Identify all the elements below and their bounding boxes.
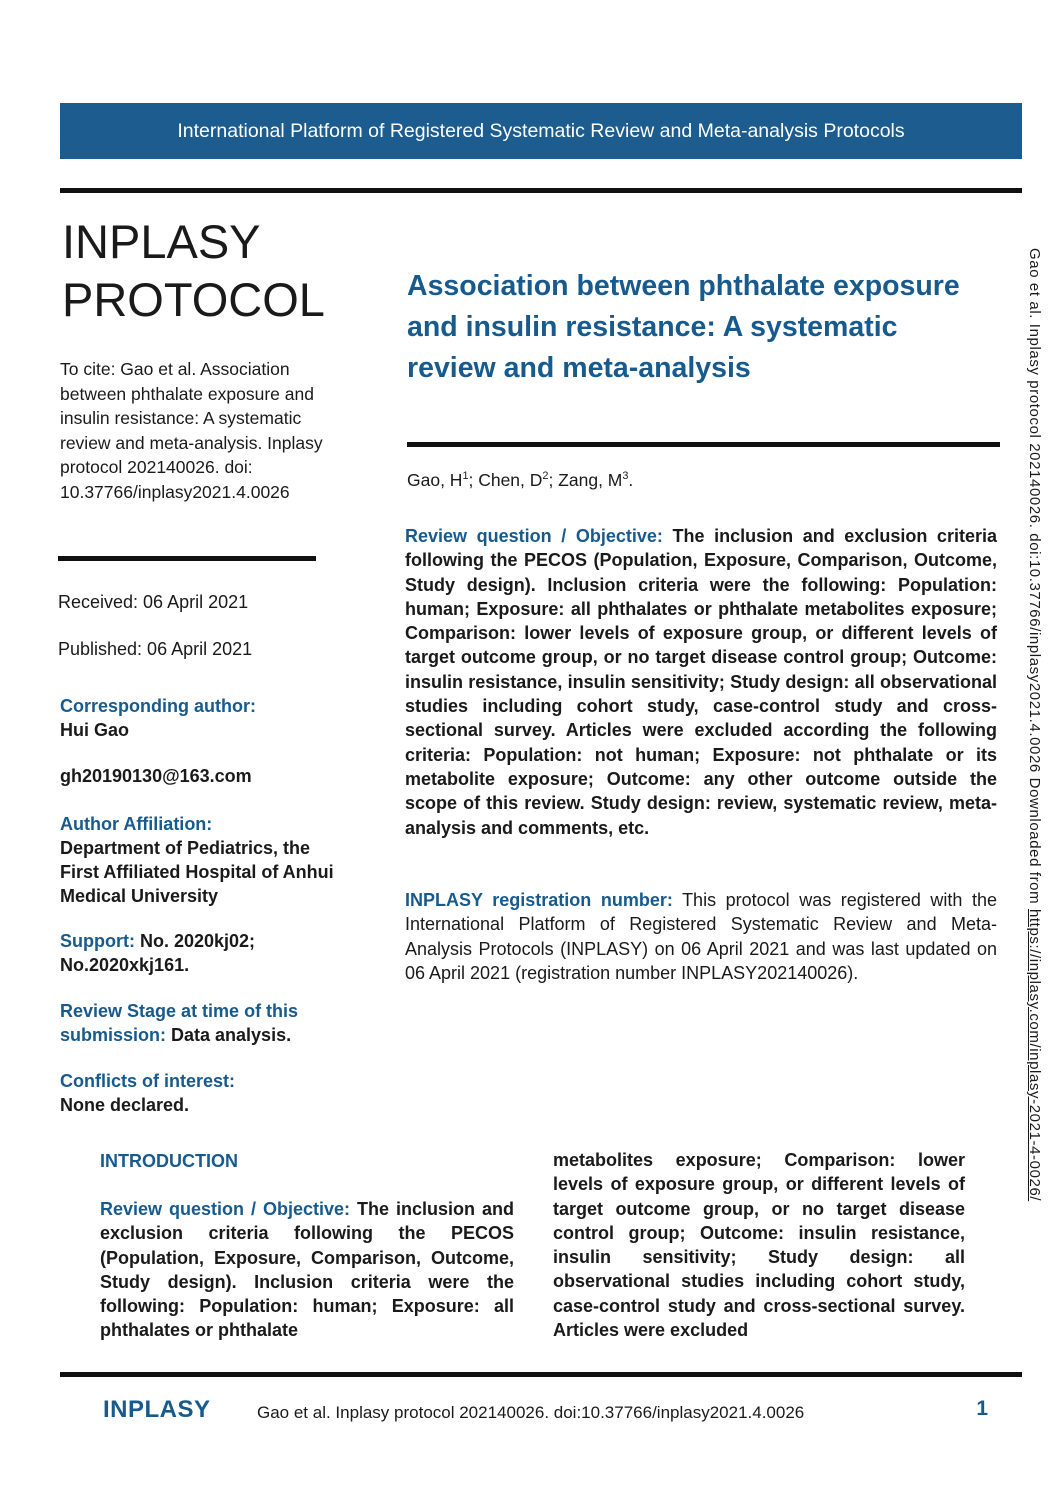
vertical-sidebar-note (1026, 248, 1042, 1348)
review-question-text: The inclusion and exclusion criteria following the PECOS (Population, Exposure, Comparison, Outcome, Study design). Inclusion criteria were the following: Population: human; Exposure: all phthalates or phthalate metabolites exposure; Comparison: lower levels of exposure group, or different levels of target outcome group, or no target disease control group; Outcome: insulin resistance, insulin sensitivity; Study design: all observational studies including cohort study, case-control study and cross-sectional survey. Articles were excluded according the following criteria: Population: not human; Exposure: not phthalate or its metabolite exposure; Outcome: any other outcome outside the scope of this review. Study design: review, systematic review, meta-analysis and comments, etc. (405, 526, 997, 838)
author-email: gh20190130@163.com (60, 766, 252, 786)
review-stage-text: Data analysis. (166, 1025, 292, 1045)
author-1-affiliation-number: 1 (462, 470, 469, 483)
review-stage-section (60, 999, 348, 1047)
footer-citation: Gao et al. Inplasy protocol 202140026. doi:10.37766/inplasy2021.4.0026 (257, 1403, 805, 1422)
published-date: Published: 06 April 2021 (58, 639, 253, 659)
received-date: Received: 06 April 2021 (58, 592, 249, 612)
review-question-label: Review question / Objective: (405, 526, 663, 546)
support-label: Support: (60, 931, 135, 951)
author-1: Gao, $H^1$ (407, 470, 469, 490)
masthead-line1: INPLASY (62, 215, 261, 268)
authors-period: . (628, 470, 634, 490)
conflicts-text: None declared. (60, 1095, 190, 1115)
title-divider (407, 442, 1000, 447)
introduction-review-question-label: Review question / Objective: (100, 1199, 351, 1219)
masthead-line2: PROTOCOL (62, 273, 325, 326)
registration-label: INPLASY registration number: (405, 890, 673, 910)
review-stage-label: Review Stage at time of this submission: (60, 1001, 299, 1045)
registration-paragraph (405, 888, 997, 985)
author-2: ; Chen, $D^2$ (468, 470, 549, 490)
review-question-paragraph (405, 524, 997, 840)
author-2-affiliation-number: 2 (542, 470, 549, 483)
author-3: ; Zang, $M^3$ (548, 470, 629, 490)
masthead (62, 213, 325, 329)
corresponding-author-section (60, 694, 360, 742)
introduction-right-column: metabolites exposure; Comparison: lower levels of exposure group, or different levels of target outcome group, or no target disease control group; Outcome: insulin resistance, insulin sensitivity; Study design: all observational studies including cohort study, case-control study and cross-sectional survey. Articles were excluded (553, 1150, 965, 1341)
vertical-note-text: Gao et al. Inplasy protocol 202140026. doi:10.37766/inplasy2021.4.0026 Downloaded from (1026, 248, 1043, 909)
corresponding-author-label: Corresponding author: (60, 696, 256, 716)
article-title: Association between phthalate exposure and insulin resistance: A systematic review and meta-analysis (407, 270, 960, 384)
affiliation-label: Author Affiliation: (60, 814, 213, 834)
introduction-left-column (100, 1197, 514, 1343)
conflicts-section (60, 1069, 360, 1117)
authors-line (407, 470, 633, 491)
citation-note: To cite: Gao et al. Association between phthalate exposure and insulin resistance: A systematic review and meta-analysis. Inplasy protocol 202140026. doi: 10.37766/inplasy2021.4.0026 (60, 359, 323, 502)
affiliation-section (60, 812, 352, 908)
affiliation-text: Department of Pediatrics, the First Affiliated Hospital of Anhui Medical University (60, 838, 334, 906)
top-divider (60, 188, 1022, 193)
corresponding-author-name: Hui Gao (60, 720, 130, 740)
citation-divider (58, 556, 316, 561)
top-banner (60, 103, 1022, 159)
banner-title: International Platform of Registered Systematic Review and Meta-analysis Protocols (177, 119, 905, 142)
registration-text: This protocol was registered with the International Platform of Registered Systematic Review and Meta-Analysis Protocols (INPLASY) on 06 April 2021 and was last updated on 06 April 2021 (registration number INPLASY202140026). (405, 890, 997, 983)
footer-divider (60, 1372, 1022, 1377)
conflicts-label: Conflicts of interest: (60, 1071, 236, 1091)
footer-inplasy-logo: INPLASY (103, 1396, 211, 1423)
support-text: No. 2020kj02; No.2020xkj161. (60, 931, 256, 975)
page-number: 1 (976, 1397, 988, 1420)
vertical-note-link[interactable]: https://inplasy.com/inplasy-2021-4-0026/ (1026, 908, 1043, 1202)
introduction-heading: INTRODUCTION (100, 1151, 238, 1171)
support-section (60, 929, 305, 977)
introduction-left-text: The inclusion and exclusion criteria following the PECOS (Population, Exposure, Comparison, Outcome, Study design). Inclusion criteria were the following: Population: human; Exposure: all phthalates or phthalate (100, 1199, 514, 1341)
author-3-affiliation-number: 3 (622, 470, 629, 483)
